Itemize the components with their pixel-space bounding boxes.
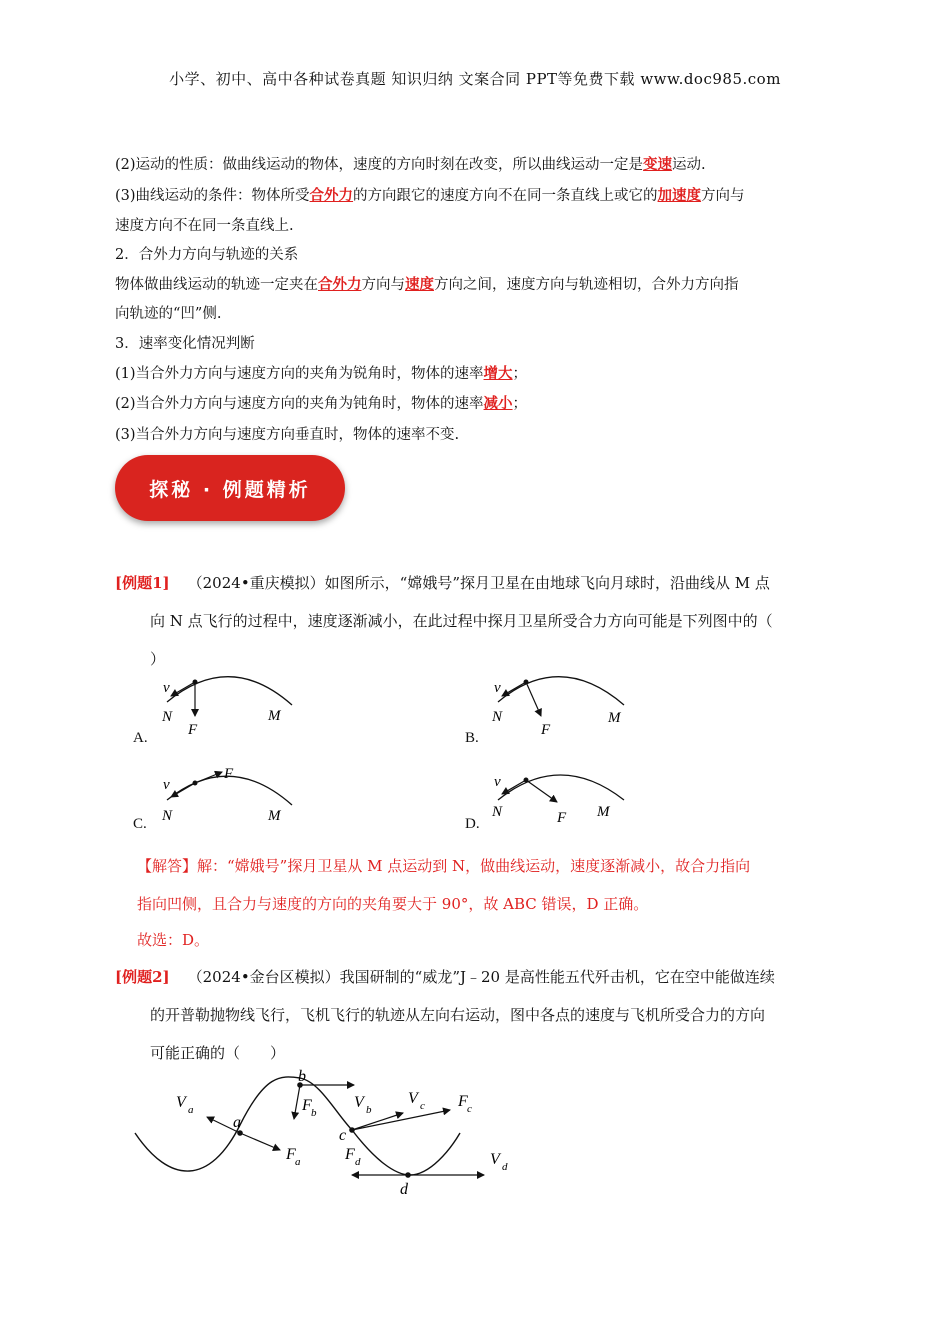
example1-line2: 向 N 点飞行的过程中，速度逐渐减小，在此过程中探月卫星所受合力方向可能是下列图中的（ [150, 612, 773, 630]
svg-text:M: M [608, 710, 621, 726]
example1-answer-line2: 指向凹侧，且合力与速度的方向的夹角要大于 90°，故 ABC 错误，D 正确。 [137, 895, 649, 913]
svg-text:a: a [233, 1114, 241, 1131]
text-line-3: 速度方向不在同一条直线上. [115, 218, 294, 234]
svg-text:V: V [176, 1094, 186, 1111]
svg-text:M: M [268, 808, 281, 824]
example1-answer-line1: 【解答】解：“嫦娥号”探月卫星从 M 点运动到 N，做曲线运动，速度逐渐减小，故合力指向 [137, 857, 751, 875]
svg-text:N: N [492, 709, 503, 725]
option-c-label: C. [133, 816, 147, 832]
text-line-6: 向轨迹的“凹”侧. [115, 306, 222, 322]
svg-text:M: M [597, 804, 610, 820]
svg-text:F: F [224, 766, 234, 782]
text-line-9: (2)当合外力方向与速度方向的夹角为钝角时，物体的速率减小； [115, 395, 528, 412]
subheading-2: 2．合外力方向与轨迹的关系 [115, 247, 299, 263]
figure-option-c [161, 766, 292, 824]
answer-biansu: 变速 [643, 156, 673, 173]
text-line-5: 物体做曲线运动的轨迹一定夹在合外力方向与速度方向之间，速度方向与轨迹相切，合外力方向指 [115, 276, 739, 293]
svg-text:F: F [188, 722, 198, 738]
subheading-3: 3．速率变化情况判断 [115, 336, 255, 352]
figure-option-d [491, 774, 624, 826]
svg-text:V: V [408, 1090, 418, 1107]
svg-text:F: F [557, 810, 567, 826]
svg-text:F: F [286, 1146, 296, 1163]
example1-answer-line3: 故选：D。 [137, 931, 210, 949]
svg-text:c: c [420, 1100, 425, 1112]
svg-text:a: a [188, 1104, 194, 1116]
option-d-label: D. [465, 816, 480, 832]
svg-text:b: b [311, 1107, 317, 1119]
option-a-label: A. [133, 730, 148, 746]
example1-line3: ） [150, 650, 166, 668]
svg-text:V: V [490, 1151, 500, 1168]
svg-text:N: N [492, 804, 503, 820]
text-line-8: (1)当合外力方向与速度方向的夹角为锐角时，物体的速率增大； [115, 365, 528, 382]
page-header: 小学、初中、高中各种试卷真题 知识归纳 文案合同 PPT等免费下载 www.doc985.com [169, 70, 781, 88]
svg-text:v: v [163, 680, 170, 696]
svg-text:d: d [502, 1161, 508, 1173]
text-line-2: (3)曲线运动的条件：物体所受合外力的方向跟它的速度方向不在同一条直线上或它的加速度方向与 [115, 187, 745, 204]
svg-text:v: v [494, 680, 501, 696]
svg-text:v: v [494, 774, 501, 790]
figure-option-b [491, 677, 624, 738]
svg-text:F: F [458, 1093, 468, 1110]
text-line-1: (2)运动的性质：做曲线运动的物体，速度的方向时刻在改变，所以曲线运动一定是变速运动. [115, 156, 706, 173]
example2-line3: 可能正确的（ ） [150, 1044, 286, 1062]
svg-text:N: N [162, 709, 173, 725]
section-banner: 探秘 · 例题精析 [115, 455, 345, 521]
text-line-10: (3)当合外力方向与速度方向垂直时，物体的速率不变. [115, 427, 460, 443]
svg-text:F: F [302, 1097, 312, 1114]
svg-text:F: F [345, 1146, 355, 1163]
svg-text:b: b [366, 1104, 372, 1116]
svg-text:V: V [354, 1094, 364, 1111]
svg-text:M: M [268, 708, 281, 724]
example2-line2: 的开普勒抛物线飞行，飞机飞行的轨迹从左向右运动，图中各点的速度与飞机所受合力的方向 [150, 1006, 766, 1024]
option-b-label: B. [465, 730, 479, 746]
figure-option-a [161, 677, 292, 738]
example1-line1: [例题1] （2024•重庆模拟）如图所示，“嫦娥号”探月卫星在由地球飞向月球时，沿曲线从 M 点 [115, 574, 770, 592]
svg-text:b: b [298, 1068, 306, 1085]
svg-text:a: a [295, 1156, 301, 1168]
figure-example2 [135, 1068, 508, 1198]
svg-text:F: F [541, 722, 551, 738]
svg-text:c: c [339, 1127, 347, 1144]
example2-line1: [例题2] （2024•金台区模拟）我国研制的“威龙”J﹣20 是高性能五代歼击机，它在空中能做连续 [115, 968, 775, 986]
svg-text:d: d [355, 1156, 361, 1168]
svg-text:c: c [467, 1103, 472, 1115]
svg-text:d: d [400, 1181, 408, 1198]
svg-text:N: N [162, 808, 173, 824]
svg-text:v: v [163, 777, 170, 793]
